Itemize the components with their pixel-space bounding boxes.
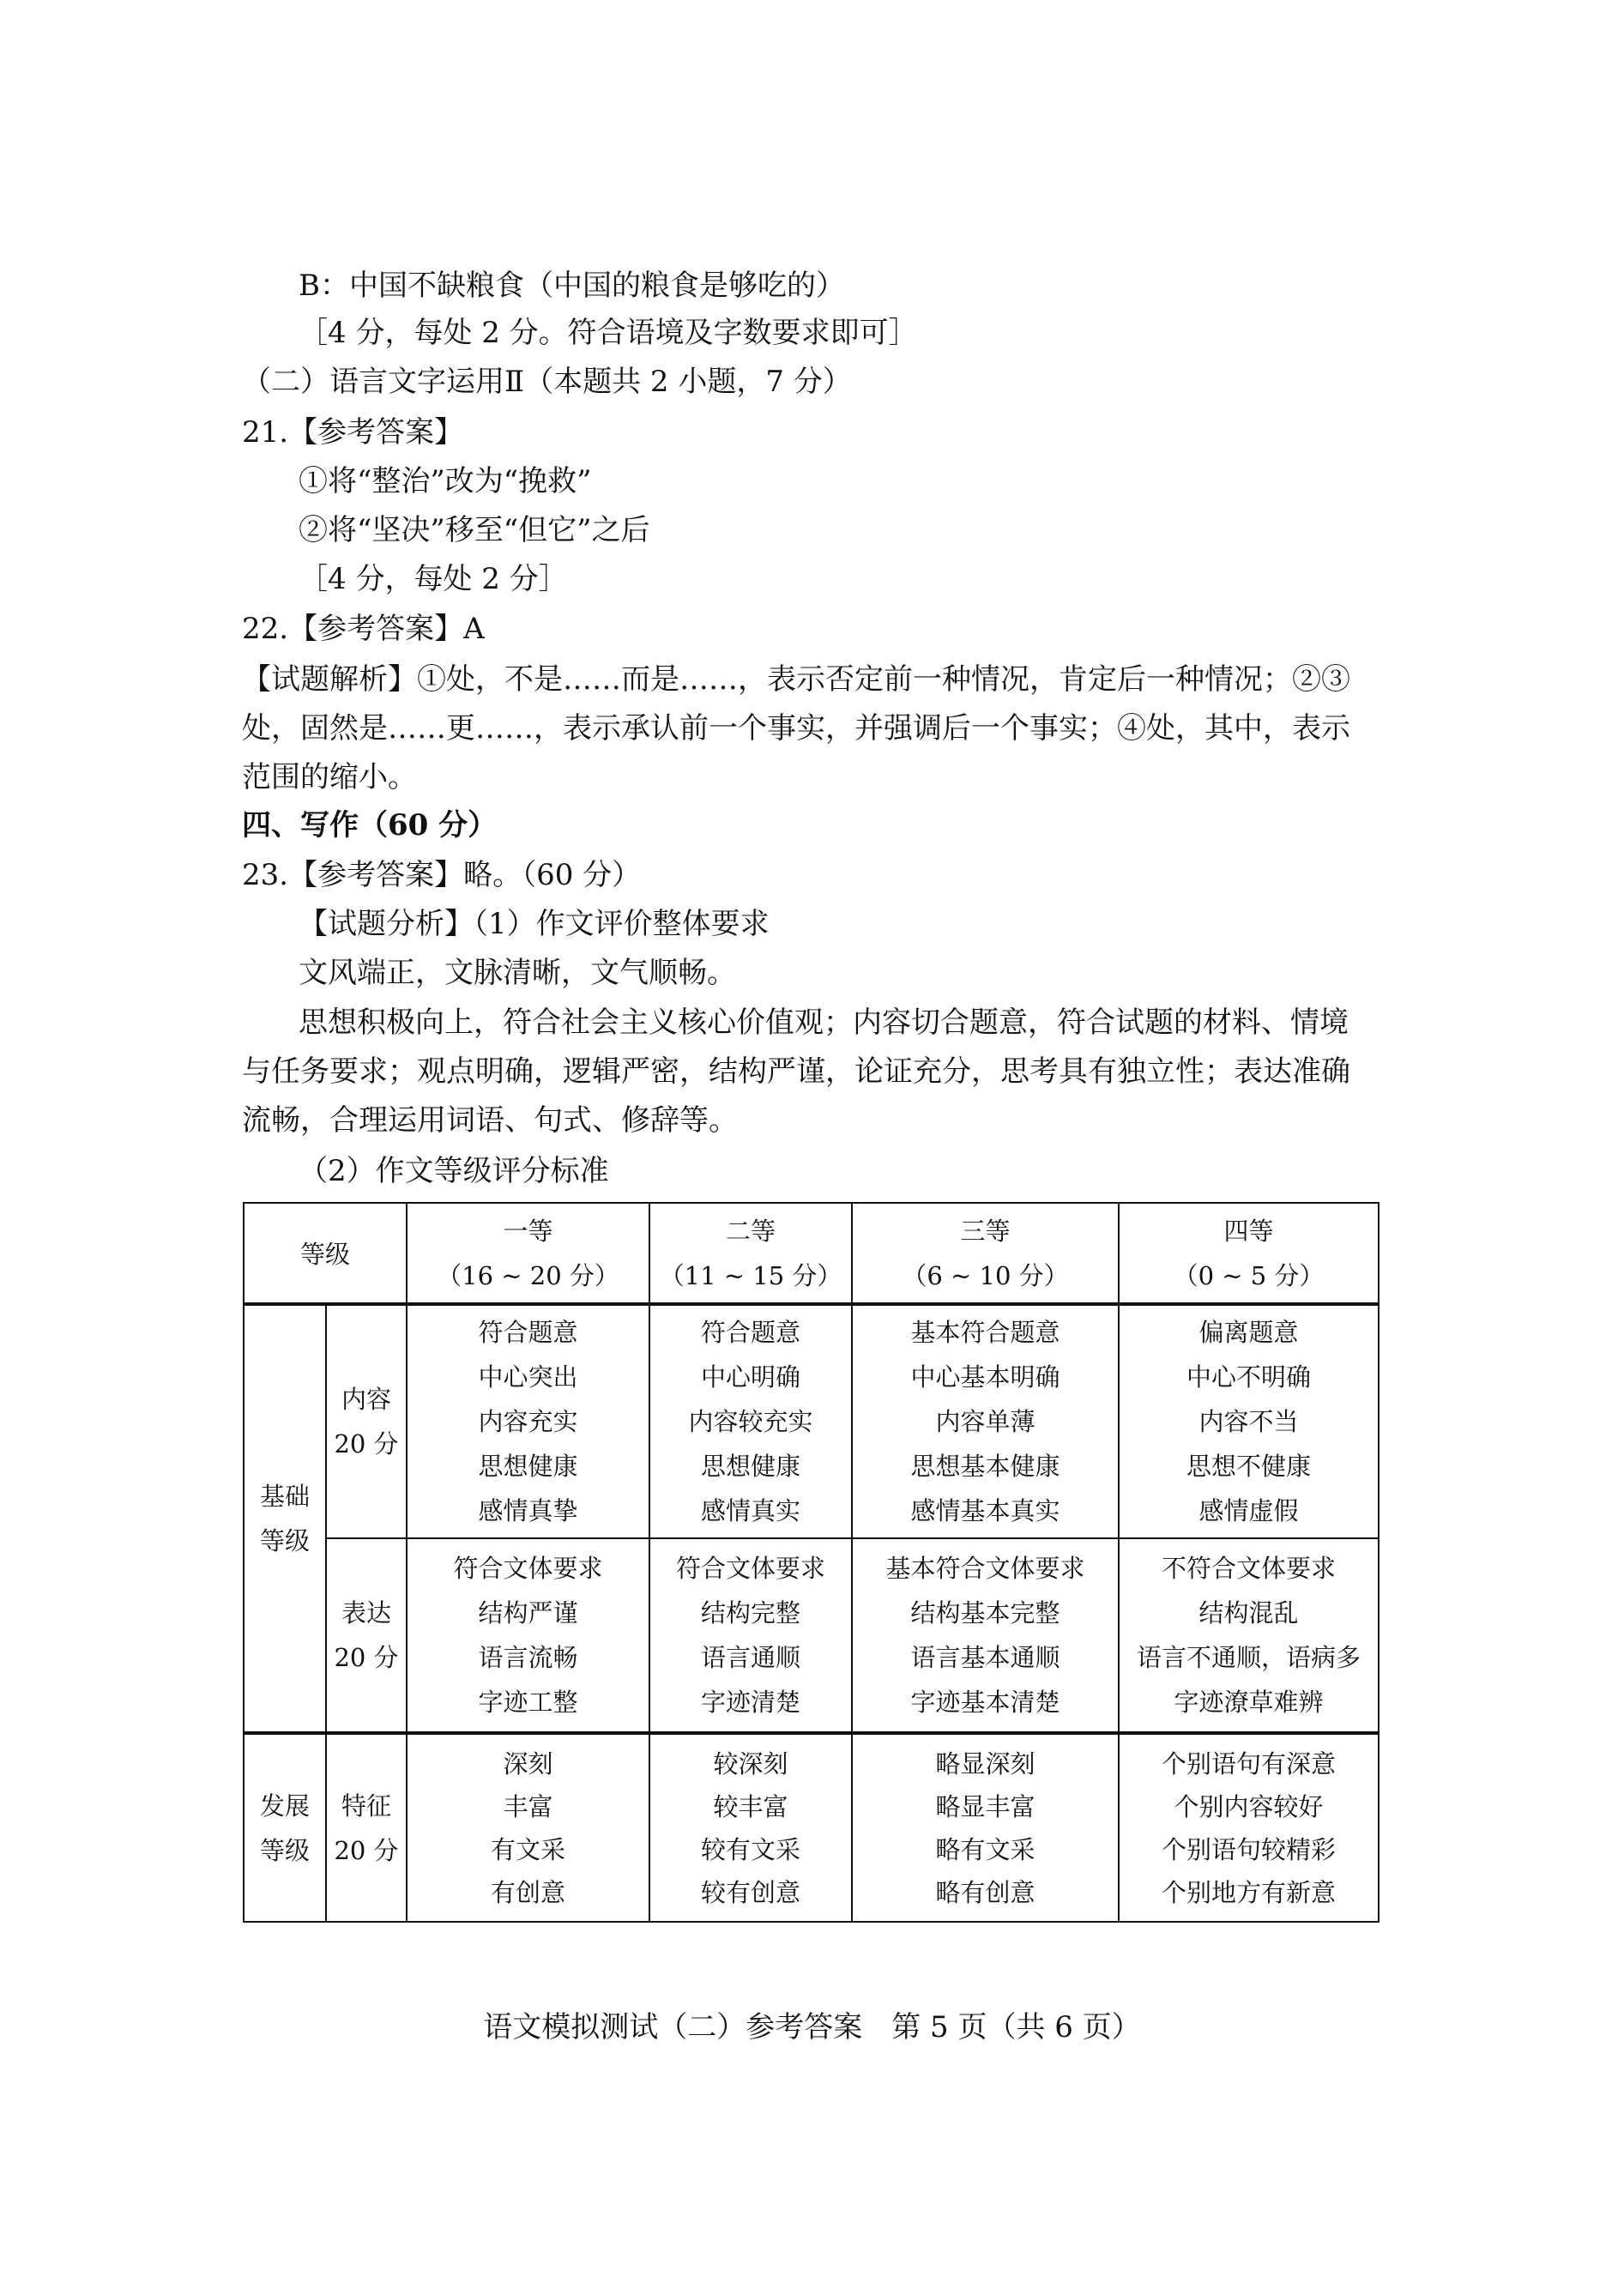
level-name: 四等: [1223, 1216, 1274, 1246]
level-name: 三等: [960, 1216, 1011, 1246]
q21-answer-1: ①将“整治”改为“挽救”: [299, 464, 592, 498]
criteria-item: 个别语句有深意: [1162, 1748, 1337, 1779]
q23-label: 23.【参考答案】略。（60 分）: [242, 858, 642, 892]
criteria-item: 内容较充实: [688, 1407, 813, 1436]
basic-label-2: 等级: [259, 1526, 310, 1555]
section-2-title: （二）语言文字运用Ⅱ（本题共 2 小题，7 分）: [242, 365, 852, 399]
page-footer: 语文模拟测试（二）参考答案 第 5 页（共 6 页）: [483, 2010, 1141, 2044]
feature-level-4-cell: [1119, 1733, 1379, 1922]
criteria-item: 个别语句较精彩: [1162, 1834, 1337, 1864]
feature-label-1: 特征: [341, 1791, 392, 1821]
content-label-2: 20 分: [334, 1429, 399, 1459]
q21-label: 21.【参考答案】: [242, 415, 464, 450]
criteria-item: 字迹清楚: [701, 1688, 801, 1717]
criteria-item: 较深刻: [713, 1748, 788, 1779]
content-row: [244, 1304, 1379, 1538]
content-level-2-cell: [649, 1304, 852, 1538]
q23-style: 文风端正，文脉清晰，文气顺畅。: [299, 956, 736, 990]
criteria-item: 感情真挚: [478, 1496, 578, 1525]
basic-label-1: 基础: [259, 1482, 310, 1511]
level-range: （6 ~ 10 分）: [902, 1260, 1069, 1290]
criteria-item: 结构严谨: [478, 1598, 578, 1628]
criteria-item: 语言流畅: [478, 1643, 578, 1672]
criteria-item: 思想不健康: [1186, 1452, 1312, 1481]
section-4-title: 四、写作（60 分）: [242, 808, 498, 843]
development-grade-label-cell: [244, 1733, 326, 1922]
expression-label-2: 20 分: [334, 1643, 399, 1672]
q23-sub-1: 【试题分析】（1）作文评价整体要求: [299, 907, 770, 941]
criteria-item: 内容单薄: [935, 1407, 1035, 1436]
criteria-item: 符合文体要求: [453, 1554, 603, 1583]
criteria-item: 深刻: [503, 1748, 553, 1779]
criteria-item: 字迹工整: [478, 1688, 578, 1717]
feature-level-1-cell: [407, 1733, 649, 1922]
q21-score-note: ［4 分，每处 2 分］: [299, 562, 568, 596]
level-range: （11 ~ 15 分）: [659, 1260, 842, 1290]
level-range: （16 ~ 20 分）: [437, 1260, 619, 1290]
expression-level-4-cell: [1119, 1538, 1379, 1733]
expression-level-1-cell: [407, 1538, 649, 1733]
criteria-item: 中心明确: [701, 1362, 801, 1392]
level-range: （0 ~ 5 分）: [1173, 1260, 1325, 1290]
feature-label-cell: [326, 1733, 407, 1922]
feature-label-2: 20 分: [334, 1835, 399, 1865]
feature-level-2-cell: [649, 1733, 852, 1922]
criteria-item: 语言不通顺，语病多: [1137, 1643, 1361, 1672]
content-level-1-cell: [407, 1304, 649, 1538]
criteria-item: 略显丰富: [935, 1791, 1035, 1821]
level-name: 二等: [726, 1216, 776, 1246]
grading-table: [243, 1202, 1379, 1923]
criteria-item: 结构完整: [701, 1598, 801, 1628]
criteria-item: 个别内容较好: [1174, 1791, 1324, 1821]
content-level-3-cell: [852, 1304, 1119, 1538]
q21-answer-2: ②将“坚决”移至“但它”之后: [299, 513, 650, 547]
criteria-item: 内容充实: [478, 1407, 578, 1436]
criteria-item: 字迹基本清楚: [910, 1688, 1060, 1717]
criteria-item: 中心突出: [478, 1362, 578, 1392]
criteria-item: 感情真实: [701, 1496, 801, 1525]
criteria-item: 内容不当: [1198, 1407, 1299, 1436]
criteria-item: 略有文采: [935, 1834, 1035, 1864]
criteria-item: 感情基本真实: [910, 1496, 1060, 1525]
development-label-1: 发展: [259, 1791, 310, 1821]
criteria-item: 偏离题意: [1198, 1318, 1299, 1347]
criteria-item: 基本符合题意: [910, 1318, 1060, 1347]
criteria-item: 较有文采: [701, 1834, 801, 1864]
criteria-item: 语言基本通顺: [910, 1643, 1060, 1672]
expression-level-3-cell: [852, 1538, 1119, 1733]
criteria-item: 有文采: [491, 1834, 566, 1864]
criteria-item: 符合题意: [701, 1318, 801, 1347]
criteria-item: 略显深刻: [935, 1748, 1035, 1779]
expression-row: [244, 1538, 1379, 1733]
criteria-item: 结构混乱: [1198, 1598, 1299, 1628]
q23-requirements: 思想积极向上，符合社会主义核心价值观；内容切合题意，符合试题的材料、情境与任务要求；观点明确，逻辑严密，结构严谨，论证充分，思考具有独立性；表达准确流畅，合理运用词语、句式、修辞等。: [242, 1006, 1350, 1138]
development-row: [244, 1733, 1379, 1922]
level-3-header: [852, 1203, 1119, 1304]
criteria-item: 较有创意: [701, 1877, 801, 1907]
level-4-header: [1119, 1203, 1379, 1304]
level-1-header: [407, 1203, 649, 1304]
q23-sub-2: （2）作文等级评分标准: [299, 1154, 609, 1188]
b-answer-line: B：中国不缺粮食（中国的粮食是够吃的）: [299, 269, 845, 303]
grade-header-cell: [244, 1203, 407, 1304]
criteria-item: 丰富: [503, 1791, 553, 1821]
criteria-item: 基本符合文体要求: [885, 1554, 1085, 1583]
criteria-item: 不符合文体要求: [1162, 1554, 1337, 1583]
level-2-header: [649, 1203, 852, 1304]
content-label-1: 内容: [341, 1385, 392, 1414]
criteria-item: 字迹潦草难辨: [1174, 1688, 1324, 1717]
criteria-item: 感情虚假: [1198, 1496, 1299, 1525]
content-label-cell: [326, 1304, 407, 1538]
criteria-item: 中心基本明确: [910, 1362, 1060, 1392]
expression-label-1: 表达: [341, 1598, 392, 1628]
criteria-item: 符合题意: [478, 1318, 578, 1347]
criteria-item: 有创意: [491, 1877, 566, 1907]
score-note-line: ［4 分，每处 2 分。符合语境及字数要求即可］: [299, 316, 918, 350]
criteria-item: 结构基本完整: [910, 1598, 1060, 1628]
criteria-item: 语言通顺: [701, 1643, 801, 1672]
criteria-item: 中心不明确: [1186, 1362, 1312, 1392]
criteria-item: 思想健康: [701, 1452, 801, 1481]
criteria-item: 思想基本健康: [910, 1452, 1060, 1481]
level-name: 一等: [503, 1216, 553, 1246]
feature-level-3-cell: [852, 1733, 1119, 1922]
basic-grade-label-cell: [244, 1304, 326, 1733]
criteria-item: 符合文体要求: [676, 1554, 826, 1583]
grade-header-label: 等级: [300, 1240, 351, 1269]
criteria-item: 略有创意: [935, 1877, 1035, 1907]
criteria-item: 较丰富: [713, 1791, 788, 1821]
table-header-row: [244, 1203, 1379, 1304]
q22-label: 22.【参考答案】A: [242, 612, 485, 646]
development-label-2: 等级: [259, 1835, 310, 1865]
criteria-item: 思想健康: [478, 1452, 578, 1481]
expression-label-cell: [326, 1538, 407, 1733]
expression-level-2-cell: [649, 1538, 852, 1733]
q22-analysis: 【试题解析】①处，不是……而是……，表示否定前一种情况，肯定后一种情况；②③处，固然是……更……，表示承认前一个事实，并强调后一个事实；④处，其中，表示范围的缩小。: [242, 662, 1350, 794]
criteria-item: 个别地方有新意: [1162, 1877, 1337, 1907]
content-level-4-cell: [1119, 1304, 1379, 1538]
